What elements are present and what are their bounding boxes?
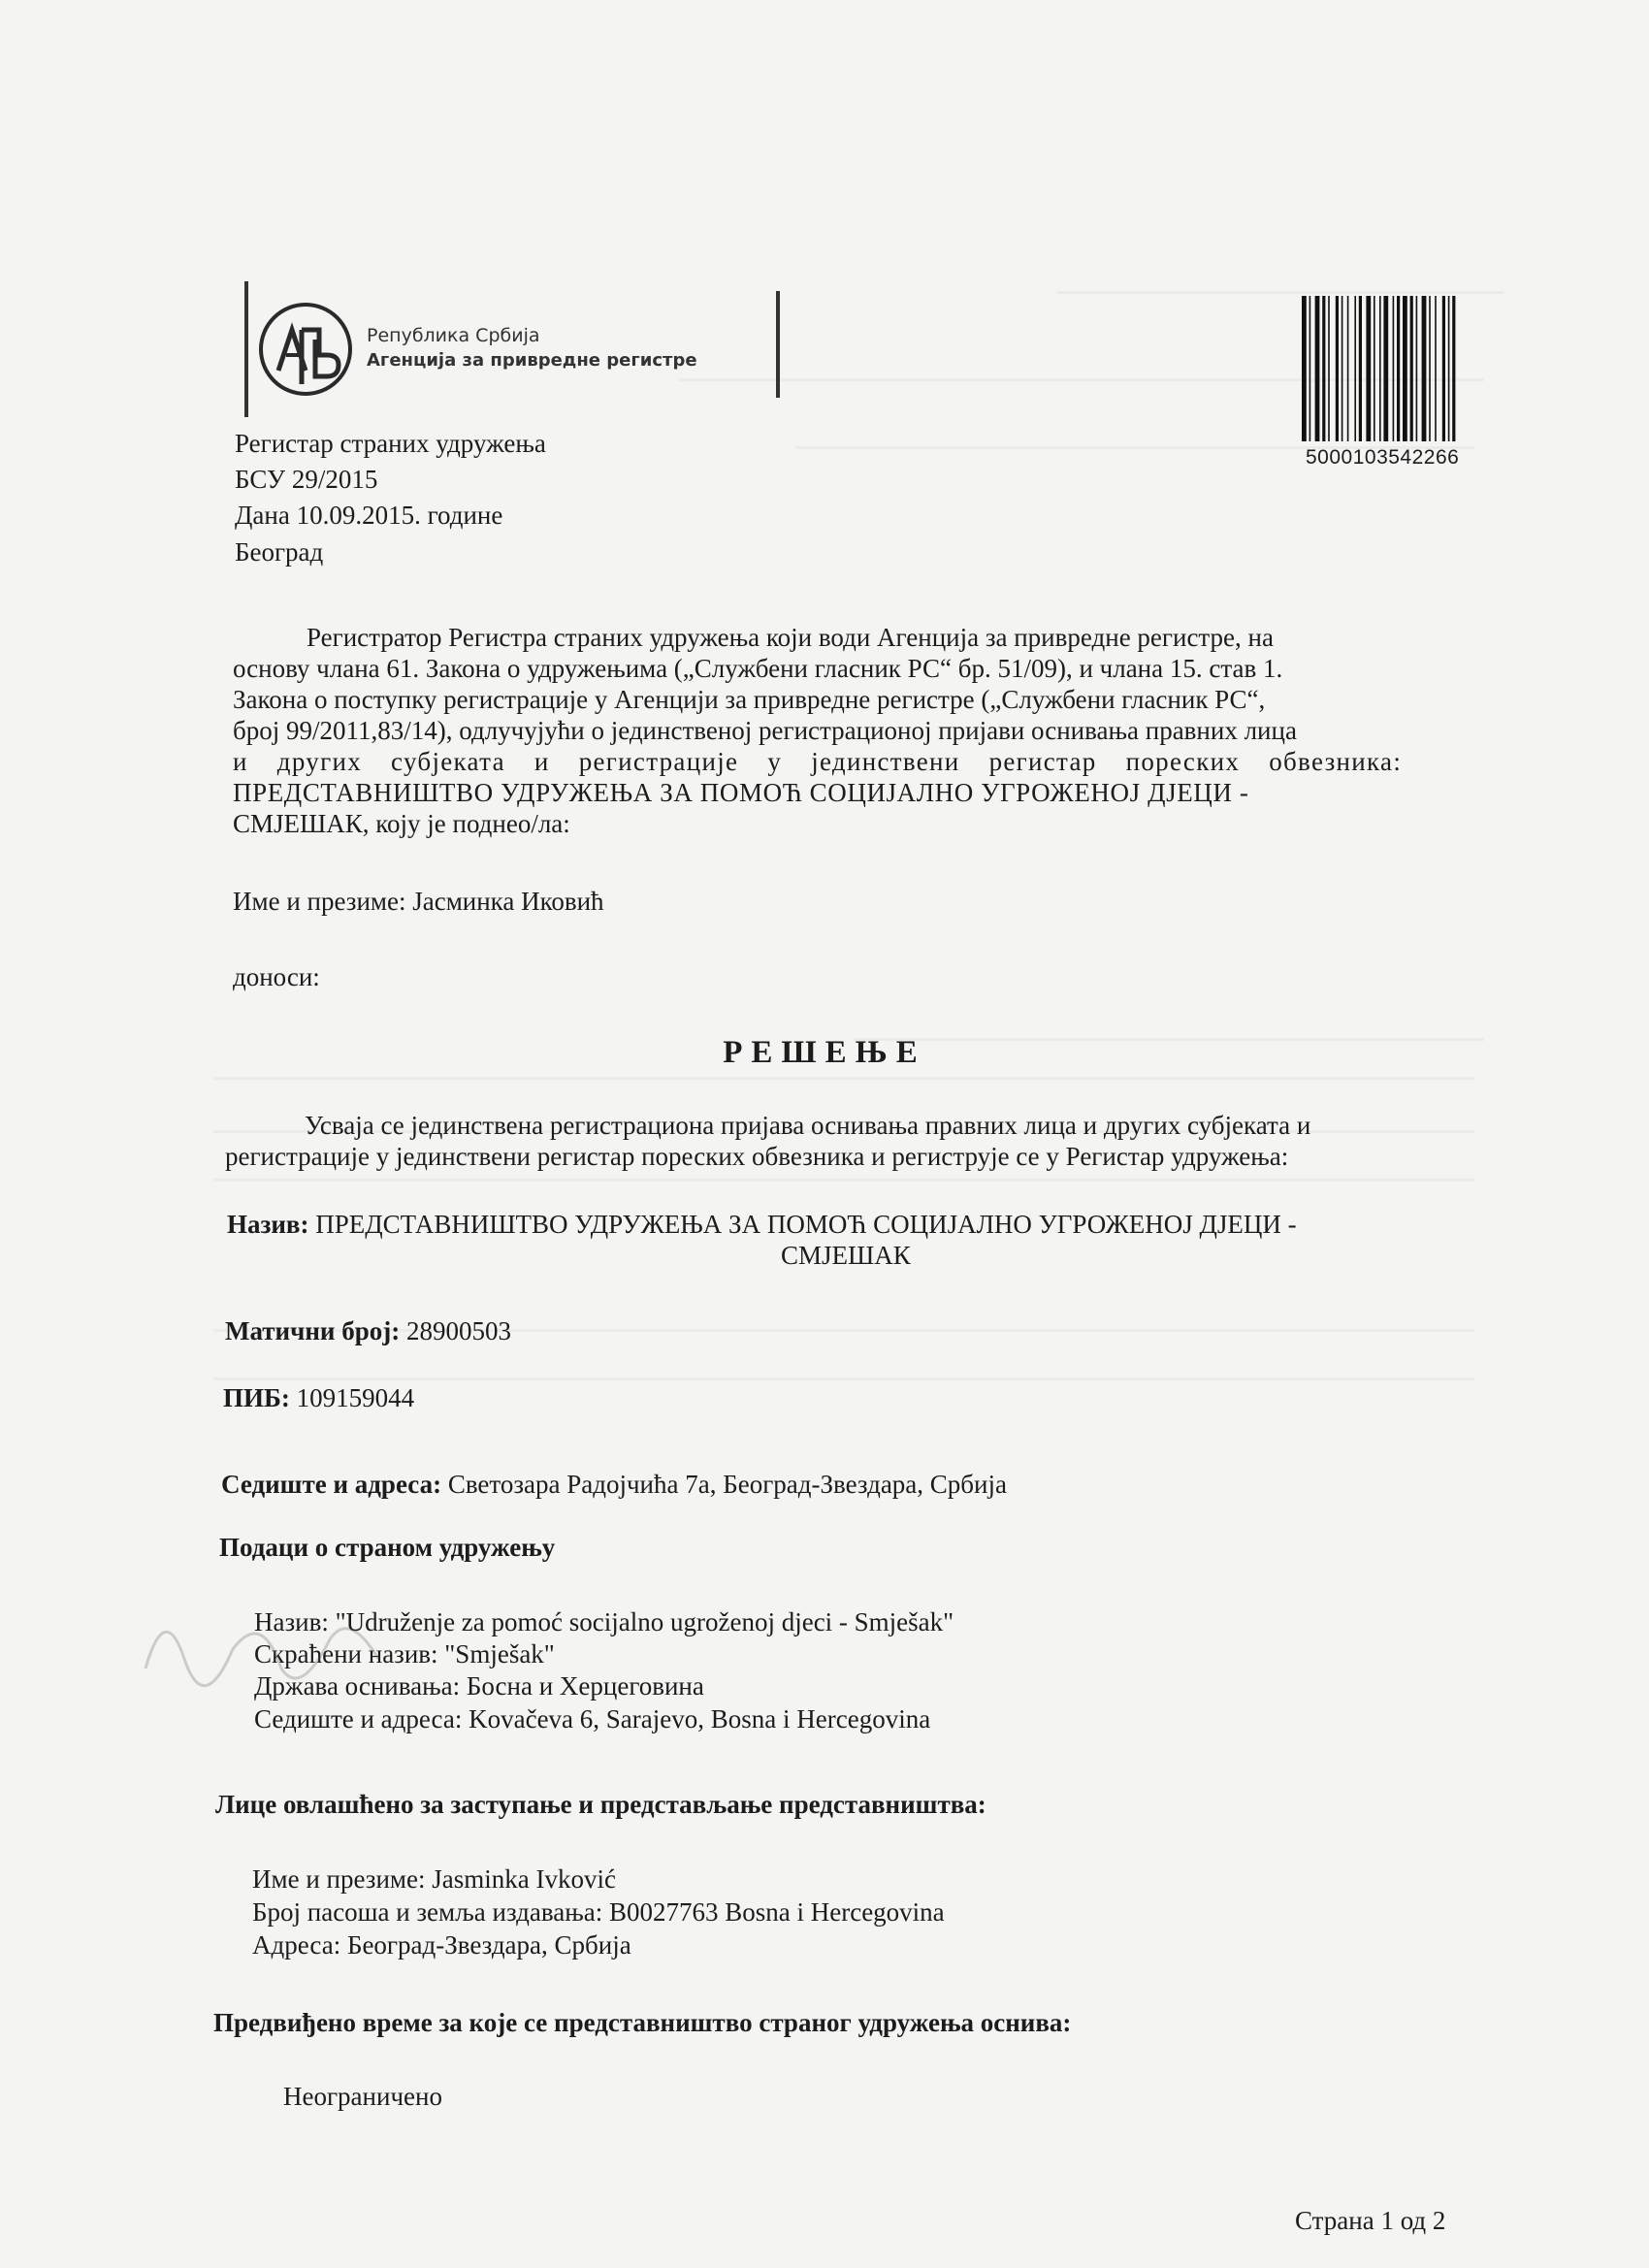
apr-logo-icon (257, 301, 354, 398)
decision-city: Београд (235, 537, 324, 567)
intro-line-2: основу члана 61. Закона о удружењима („Службени гласник РС“ бр. 51/09), и члана 15. став 1. (233, 654, 1283, 683)
agency-name (367, 323, 697, 373)
agency-line-1: Република Србија (367, 325, 540, 346)
foreign-name: Назив: "Udruženje za pomoć socijalno ugroženoj djeci - Smješak" (254, 1607, 954, 1636)
pib-label: ПИБ: (223, 1383, 290, 1412)
duration-heading: Предвиђено време за које се представништво страног удружења оснива: (213, 2008, 1072, 2037)
applicant-name: Име и презиме: Јасминка Иковић (233, 887, 604, 916)
page-number: Страна 1 од 2 (1295, 2206, 1446, 2235)
foreign-heading: Подаци о страном удружењу (219, 1533, 556, 1562)
seat-label: Седиште и адреса: (221, 1470, 442, 1499)
barcode-icon (1300, 296, 1499, 446)
foreign-country: Држава оснивања: Босна и Херцеговина (254, 1671, 704, 1701)
agency-line-2: Агенција за привредне регистре (367, 350, 697, 371)
duration-value: Неограничено (283, 2082, 442, 2111)
name-line-1: ПРЕДСТАВНИШТВО УДРУЖЕЊА ЗА ПОМОЋ СОЦИЈАЛНО УГРОЖЕНОЈ ДЈЕЦИ - (315, 1210, 1297, 1239)
intro-line-4: број 99/2011,83/14), одлучујући о јединственој регистрационој пријави оснивања правних лица (233, 716, 1297, 745)
representative-passport: Број пасоша и земља издавања: B0027763 Bosna i Hercegovina (252, 1897, 945, 1927)
intro-line-7: СМЈЕШАК, коју је поднео/ла: (233, 809, 570, 838)
register-name: Регистар страних удружења (235, 429, 546, 458)
seat-value: Светозара Радојчића 7а, Београд-Звездара, Србија (447, 1470, 1007, 1499)
seat-address (221, 1468, 1007, 1501)
foreign-short-name: Скраћени назив: "Smješak" (254, 1639, 555, 1669)
name-line-2: СМЈЕШАК (781, 1241, 911, 1270)
name-label: Назив: (227, 1210, 309, 1239)
tax-id (223, 1381, 414, 1414)
decision-line-1: Усваја се јединствена регистрациона пријава оснивања правних лица и других субјеката и (305, 1111, 1311, 1140)
intro-line-1: Регистратор Регистра страних удружења који води Агенција за привредне регистре, на (307, 623, 1274, 652)
intro-line-3: Закона о поступку регистрације у Агенцији за привредне регистре („Службени гласник РС“, (233, 685, 1266, 714)
intro-line-5: и других субјеката и регистрације у јединствени регистар пореских обвезника: (233, 747, 1403, 776)
registered-name (227, 1208, 1297, 1241)
representative-heading: Лице овлашћено за заступање и представљање представништва: (215, 1790, 986, 1819)
pib-value: 109159044 (296, 1383, 415, 1412)
header-rule-left (244, 281, 248, 417)
representative-name: Име и презиме: Jasminka Ivković (252, 1864, 616, 1894)
signature-scribble (126, 1581, 417, 1707)
case-number: БСУ 29/2015 (235, 465, 378, 494)
intro-line-6: ПРЕДСТАВНИШТВО УДРУЖЕЊА ЗА ПОМОЋ СОЦИЈАЛНО УГРОЖЕНОЈ ДЈЕЦИ - (233, 778, 1249, 807)
decision-title: РЕШЕЊЕ (723, 1035, 926, 1070)
brings-label: доноси: (233, 962, 320, 991)
header-rule-right (776, 291, 780, 398)
registration-number (225, 1314, 511, 1347)
decision-date: Дана 10.09.2015. године (235, 501, 503, 530)
reg-no-value: 28900503 (405, 1316, 511, 1345)
foreign-seat: Седиште и адреса: Kovačeva 6, Sarajevo, Bosna i Hercegovina (254, 1704, 931, 1733)
barcode-number: 5000103542266 (1306, 446, 1460, 469)
representative-address: Адреса: Београд-Звездара, Србија (252, 1930, 631, 1960)
decision-line-2: регистрације у јединствени регистар пореских обвезника и региструје се у Регистар удружења: (225, 1142, 1289, 1171)
reg-no-label: Матични број: (225, 1316, 401, 1345)
